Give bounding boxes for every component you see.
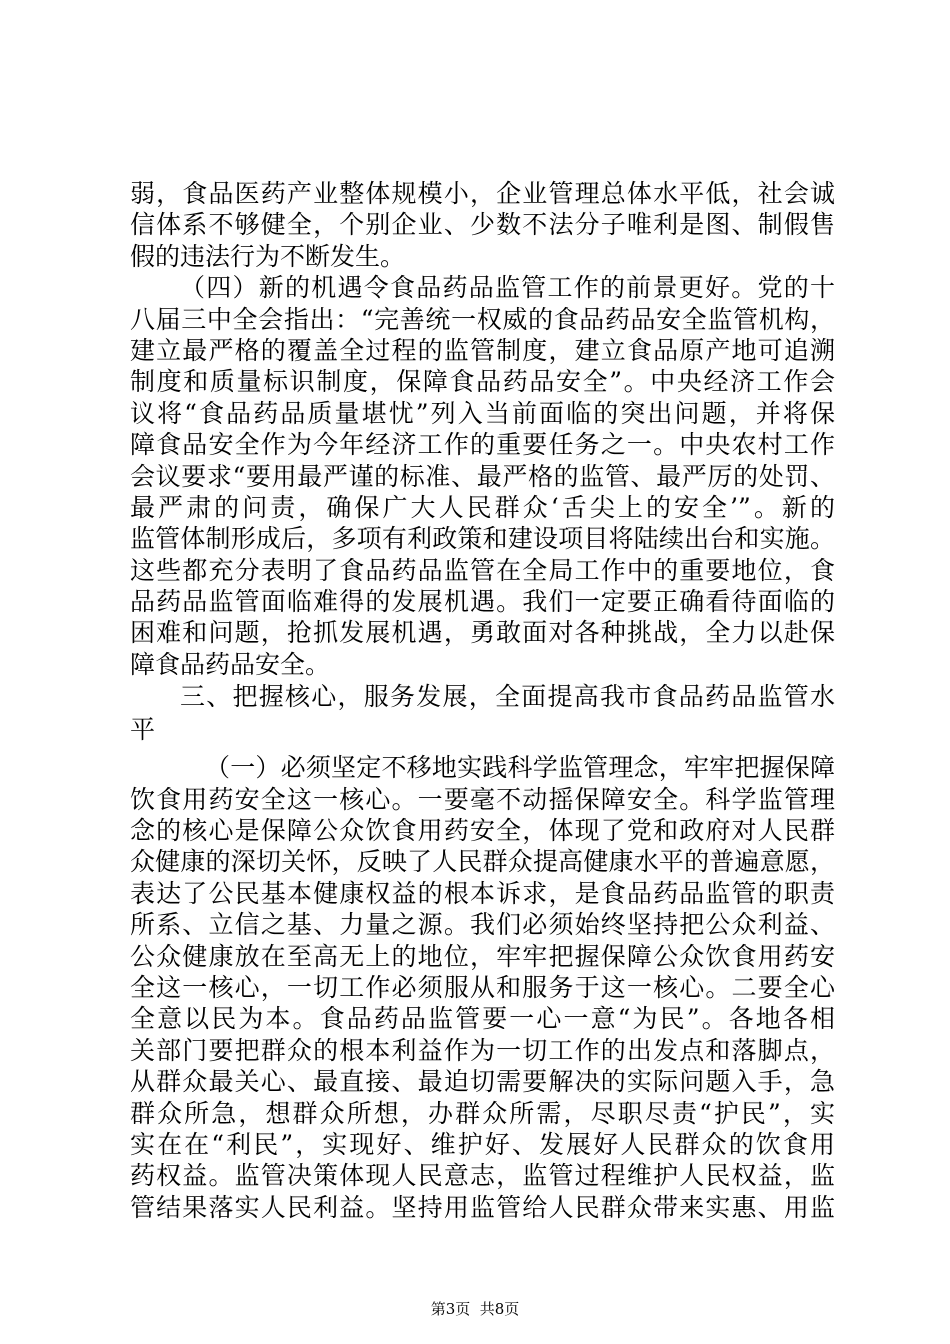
- text-line: 信体系不够健全，个别企业、少数不法分子唯利是图、制假售: [130, 210, 835, 240]
- text-line: （一）必须坚定不移地实践科学监管理念，牢牢把握保障: [205, 753, 835, 783]
- text-line: 所系、立信之基、力量之源。我们必须始终坚持把公众利益、: [130, 910, 835, 940]
- section-heading-line: 平: [130, 715, 156, 745]
- text-line: 实在在“利民”，实现好、维护好、发展好人民群众的饮食用: [130, 1129, 835, 1159]
- text-line: 困难和问题，抢抓发展机遇，勇敢面对各种挑战，全力以赴保: [130, 618, 835, 648]
- text-line: 饮食用药安全这一核心。一要毫不动摇保障安全。科学监管理: [130, 784, 835, 814]
- text-line: 管结果落实人民利益。坚持用监管给人民群众带来实惠、用监: [130, 1192, 835, 1222]
- page-number-label: 第3页 共8页: [430, 1300, 520, 1318]
- text-line: 群众所急，想群众所想，办群众所需，尽职尽责“护民”，实: [130, 1098, 835, 1128]
- text-line: 障食品安全作为今年经济工作的重要任务之一。中央农村工作: [130, 430, 835, 460]
- text-line: 全这一核心，一切工作必须服从和服务于这一核心。二要全心: [130, 972, 835, 1002]
- text-line: 会议要求“要用最严谨的标准、最严格的监管、最严厉的处罚、: [130, 461, 835, 491]
- page-footer: [0, 1300, 950, 1318]
- text-line: 障食品药品安全。: [130, 649, 331, 679]
- text-line: 念的核心是保障公众饮食用药安全，体现了党和政府对人民群: [130, 816, 835, 846]
- document-body: [130, 178, 835, 1223]
- text-line: 弱，食品医药产业整体规模小，企业管理总体水平低，社会诚: [130, 179, 835, 208]
- text-line: 制度和质量标识制度，保障食品药品安全”。中央经济工作会: [130, 367, 835, 397]
- text-line: 议将“食品药品质量堪忧”列入当前面临的突出问题，并将保: [130, 398, 835, 428]
- text-line: 药权益。监管决策体现人民意志，监管过程维护人民权益，监: [130, 1161, 835, 1191]
- text-line: 建立最严格的覆盖全过程的监管制度，建立食品原产地可追溯: [130, 335, 835, 365]
- text-line: 表达了公民基本健康权益的根本诉求，是食品药品监管的职责: [130, 878, 835, 908]
- text-line: 众健康的深切关怀，反映了人民群众提高健康水平的普遍意愿，: [130, 847, 835, 877]
- text-line: 最严肃的问责，确保广大人民群众‘舌尖上的安全’”。新的: [130, 492, 835, 522]
- text-line: 从群众最关心、最直接、最迫切需要解决的实际问题入手，急: [130, 1067, 835, 1097]
- text-line: 全意以民为本。食品药品监管要一心一意“为民”。各地各相: [130, 1004, 835, 1034]
- text-line: 公众健康放在至高无上的地位，牢牢把握保障公众饮食用药安: [130, 941, 835, 971]
- paragraph-new-opportunities: [130, 272, 835, 680]
- paragraph-scientific-supervision: [130, 752, 835, 1223]
- text-line: 这些都充分表明了食品药品监管在全局工作中的重要地位，食: [130, 555, 835, 585]
- section-heading-line: 三、把握核心，服务发展，全面提高我市食品药品监管水: [180, 682, 835, 712]
- text-line: 品药品监管面临难得的发展机遇。我们一定要正确看待面临的: [130, 587, 835, 617]
- paragraph-continuation: [130, 178, 835, 272]
- text-line: 假的违法行为不断发生。: [130, 241, 406, 271]
- text-line: （四）新的机遇令食品药品监管工作的前景更好。党的十: [180, 273, 835, 303]
- text-line: 关部门要把群众的根本利益作为一切工作的出发点和落脚点，: [130, 1035, 835, 1065]
- text-line: 八届三中全会指出：“完善统一权威的食品药品安全监管机构，: [130, 304, 835, 334]
- section-heading-three: [130, 680, 835, 746]
- text-line: 监管体制形成后，多项有利政策和建设项目将陆续出台和实施。: [130, 524, 835, 554]
